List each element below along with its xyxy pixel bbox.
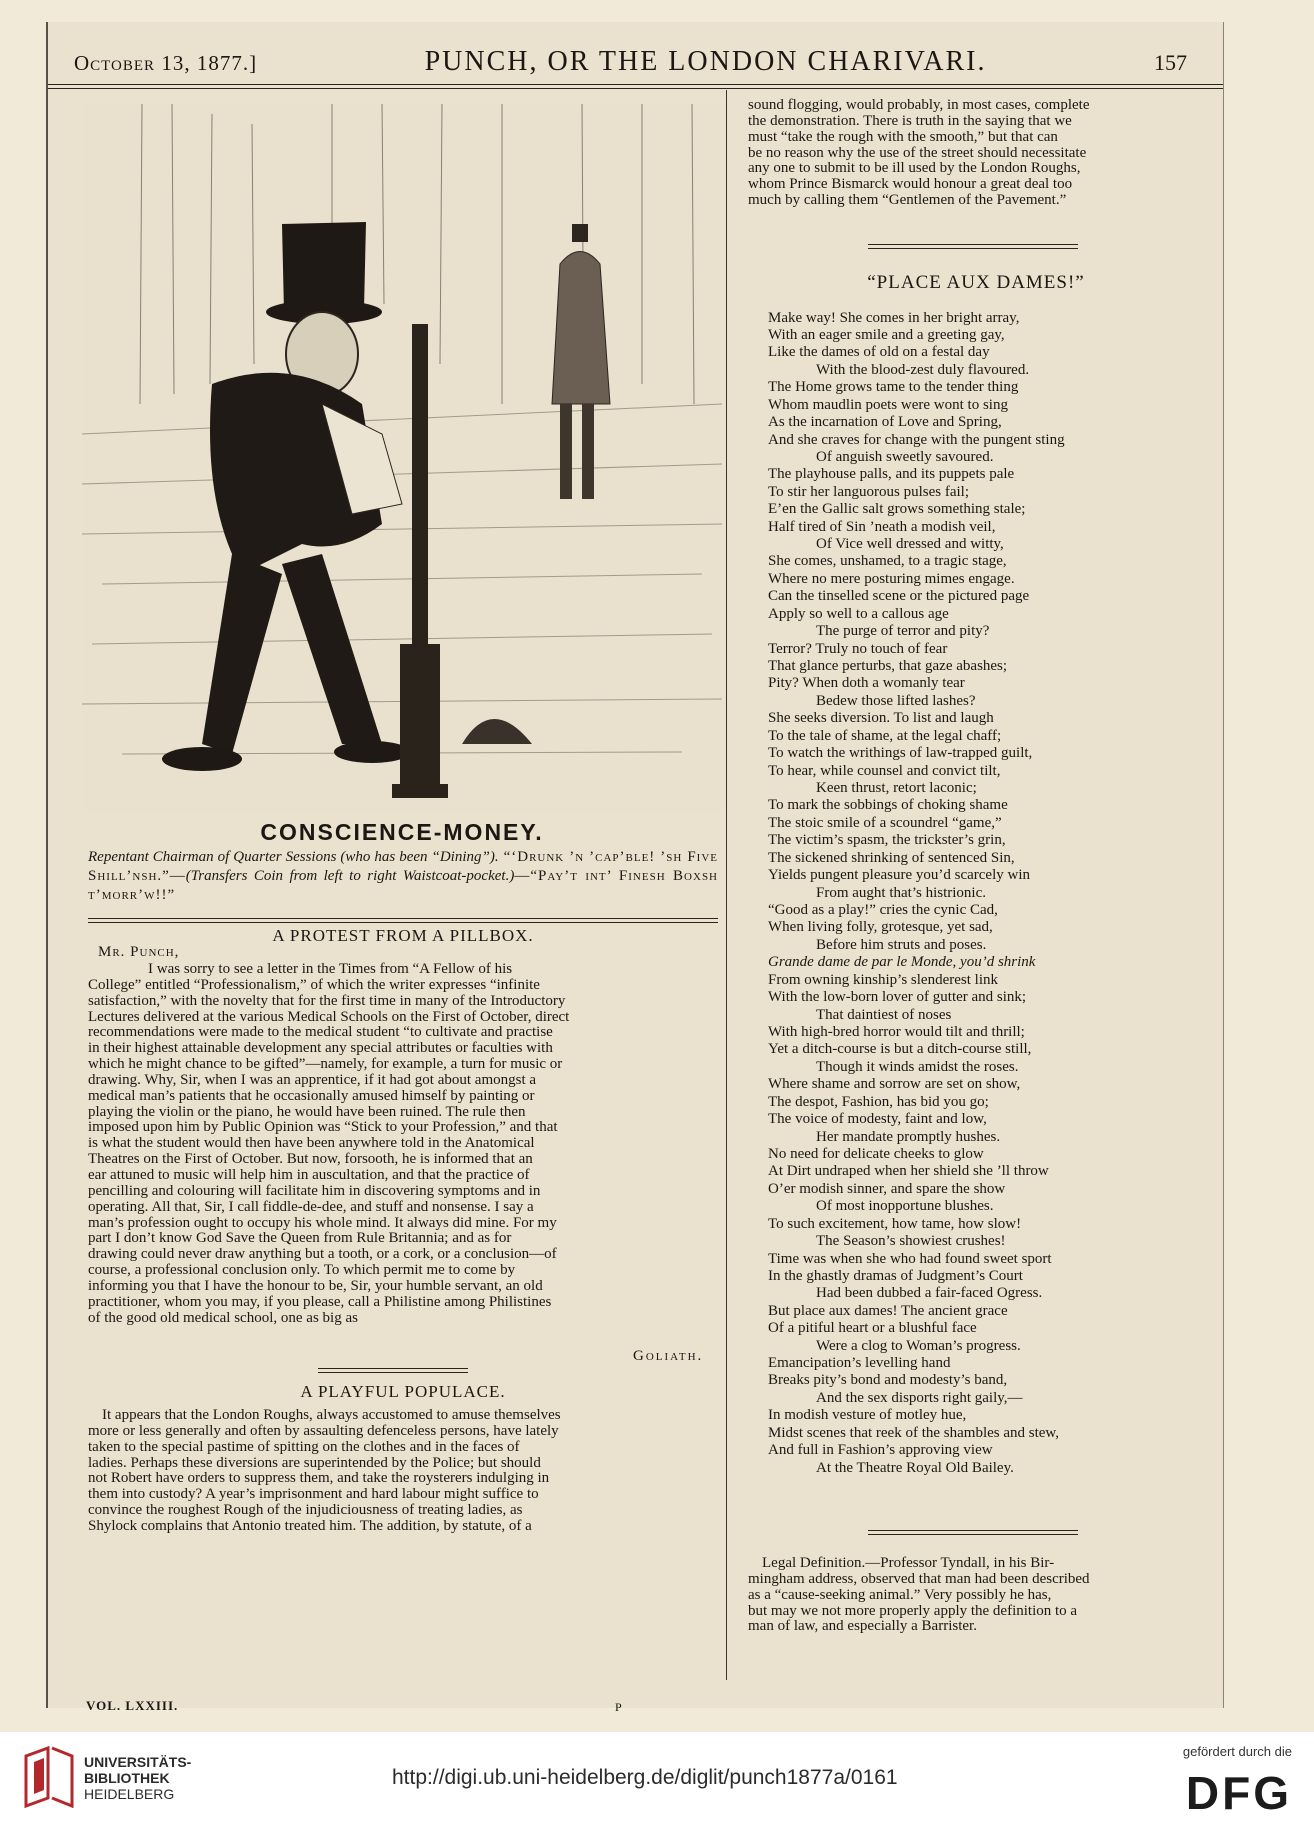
column-rule xyxy=(726,90,727,1680)
poem-line: Whom maudlin poets were wont to sing xyxy=(768,397,1008,413)
poem-line: E’en the Gallic salt grows something stale; xyxy=(768,501,1026,517)
text-line: in their highest attainable development any special attributes or faculties with xyxy=(88,1040,553,1057)
populace-body xyxy=(88,1408,718,1535)
poem-line: Midst scenes that reek of the shambles and stew, xyxy=(768,1425,1060,1441)
text-line: Shylock complains that Antonio treated him. The addition, by statute, of a xyxy=(88,1517,532,1534)
protest-salutation: Mr. Punch, xyxy=(98,944,180,960)
poem-line: Keen thrust, retort laconic; xyxy=(816,780,977,796)
text-line: mingham address, observed that man had been described xyxy=(748,1570,1090,1587)
poem-line: The voice of modesty, faint and low, xyxy=(768,1111,987,1127)
poem-line: Apply so well to a callous age xyxy=(768,606,949,622)
poem-line: Terror? Truly no touch of fear xyxy=(768,641,948,657)
text-line: I was sorry to see a letter in the Times from “A Fellow of his xyxy=(148,961,513,977)
poem-line: To watch the writhings of law-trapped guilt, xyxy=(768,745,1033,761)
poem-line: Before him struts and poses. xyxy=(816,937,987,953)
poem-line: No need for delicate cheeks to glow xyxy=(768,1146,984,1162)
text-line: any one to submit to be ill used by the London Roughs, xyxy=(748,160,1081,177)
poem-line: The victim’s spasm, the trickster’s grin, xyxy=(768,832,1006,848)
header-date: October 13, 1877.] xyxy=(74,51,258,75)
text-line: must “take the rough with the smooth,” but that can xyxy=(748,128,1058,145)
text-line: the demonstration. There is truth in the saying that we xyxy=(748,112,1072,129)
poem-line: And full in Fashion’s approving view xyxy=(768,1442,993,1458)
text-line: satisfaction,” with the novelty that for the first time in many of the Introductory xyxy=(88,992,566,1009)
text-line: convince the roughest Rough of the injudiciousness of treating ladies, as xyxy=(88,1502,523,1519)
poem-line: Of Vice well dressed and witty, xyxy=(816,536,1004,552)
header-rule-second xyxy=(48,88,1223,89)
poem-line: The Home grows tame to the tender thing xyxy=(768,379,1019,395)
poem-line: With the low-born lover of gutter and sink; xyxy=(768,989,1027,1005)
poem-line: Breaks pity’s bond and modesty’s band, xyxy=(768,1372,1008,1388)
poem-line: Were a clog to Woman’s progress. xyxy=(816,1338,1021,1354)
signature-mark: P xyxy=(615,1700,622,1714)
text-line: course, a professional conclusion only. To which permit me to come by xyxy=(88,1262,516,1279)
cartoon-caption xyxy=(88,848,718,905)
poem-line: The playhouse palls, and its puppets pale xyxy=(768,466,1015,482)
text-line: informing you that I have the honour to be, Sir, your humble servant, an old xyxy=(88,1277,543,1294)
poem-line: To stir her languorous pulses fail; xyxy=(768,484,969,500)
text-line: as a “cause-seeking animal.” Very possibly he has, xyxy=(748,1586,1052,1603)
poem-line: At Dirt undraped when her shield she ’ll throw xyxy=(768,1163,1049,1179)
poem-line: Though it winds amidst the roses. xyxy=(816,1059,1019,1075)
poem-line: And she craves for change with the pungent sting xyxy=(768,432,1065,448)
text-line: pencilling and colouring will facilitate him in discovering symptoms and in xyxy=(88,1182,541,1199)
legal-definition xyxy=(748,1556,1204,1635)
text-line: recommendations were made to the medical student “to cultivate and practise xyxy=(88,1024,553,1041)
poem-line: With high-bred horror would tilt and thrill; xyxy=(768,1024,1025,1040)
poem-line: Of a pitiful heart or a blushful face xyxy=(768,1320,977,1336)
poem-line: She seeks diversion. To list and laugh xyxy=(768,710,994,726)
poem-line: The purge of terror and pity? xyxy=(816,623,990,639)
poem-line: Make way! She comes in her bright array, xyxy=(768,310,1020,326)
text-line: sound flogging, would probably, in most cases, complete xyxy=(748,97,1090,113)
poem-line: That daintiest of noses xyxy=(816,1007,952,1023)
poem-line: She comes, unshamed, to a tragic stage, xyxy=(768,553,1007,569)
text-line: much by calling them “Gentlemen of the Pavement.” xyxy=(748,192,1067,209)
poem-line: Yet a ditch-course is but a ditch-course still, xyxy=(768,1041,1032,1057)
cartoon-caption-speech-2: —“Pay’t int’ Finesh Boxsh t’morr’w!!” xyxy=(88,868,719,903)
populace-continuation xyxy=(748,98,1204,209)
attribution-bar xyxy=(0,1732,1314,1823)
section-divider-right xyxy=(868,244,1078,249)
poem-line: The Season’s showiest crushes! xyxy=(816,1233,1006,1249)
poem-line: The sickened shrinking of sentenced Sin, xyxy=(768,850,1015,866)
university-library-logo-icon[interactable] xyxy=(22,1746,76,1808)
poem-line: That glance perturbs, that gaze abashes; xyxy=(768,658,1008,674)
text-line: operating. All that, Sir, I call fiddle-de-dee, and stuff and nonsense. I say a xyxy=(88,1198,534,1215)
section-divider-short xyxy=(318,1368,468,1373)
text-line: be no reason why the use of the street should necessitate xyxy=(748,144,1087,161)
poem-line: Half tired of Sin ’neath a modish veil, xyxy=(768,519,996,535)
poem-line: Had been dubbed a fair-faced Ogress. xyxy=(816,1285,1043,1301)
text-line: Theatres on the First of October. But now, forsooth, he is informed that an xyxy=(88,1151,533,1168)
poem-line: Where shame and sorrow are set on show, xyxy=(768,1076,1021,1092)
poem-line: Bedew those lifted lashes? xyxy=(816,693,976,709)
header-rule xyxy=(48,84,1223,85)
dfg-logo[interactable]: DFG xyxy=(1185,1767,1292,1819)
poem-line: In modish vesture of motley hue, xyxy=(768,1407,967,1423)
cartoon-caption-speech: “‘Drunk ’n ’cap’ble! ’sh Five Shill’nsh.”— xyxy=(88,849,718,884)
text-line: It appears that the London Roughs, always accustomed to amuse themselves xyxy=(102,1407,561,1423)
poem-line xyxy=(768,954,1035,970)
text-line: of the good old medical school, one as big as xyxy=(88,1309,358,1326)
poem-line: With the blood-zest duly flavoured. xyxy=(816,362,1030,378)
protest-signature: Goliath. xyxy=(633,1348,704,1364)
text-line: man’s profession ought to occupy his whole mind. It always did mine. For my xyxy=(88,1214,557,1231)
source-url-link[interactable]: http://digi.ub.uni-heidelberg.de/diglit/punch1877a/0161 xyxy=(392,1766,898,1789)
section-divider xyxy=(88,918,718,923)
text-line: ear attuned to music will help him in auscultation, and that the practice of xyxy=(88,1166,530,1183)
poem-line: O’er modish sinner, and spare the show xyxy=(768,1181,1006,1197)
poem-line: The stoic smile of a scoundrel “game,” xyxy=(768,815,1002,831)
funded-by-label: gefördert durch die xyxy=(1182,1744,1292,1759)
populace-title: A PLAYFUL POPULACE. xyxy=(300,1382,506,1401)
text-line: is what the student would then have been anywhere told in the Anatomical xyxy=(88,1135,535,1152)
protest-title: A PROTEST FROM A PILLBOX. xyxy=(272,926,534,945)
poem-line: The despot, Fashion, has bid you go; xyxy=(768,1094,989,1110)
cartoon-caption-speaker: Repentant Chairman of Quarter Sessions (who has been “Dining”). xyxy=(88,849,499,865)
cartoon-illustration xyxy=(82,104,722,810)
poem-line: Pity? When doth a womanly tear xyxy=(768,675,965,691)
poem-line: Of most inopportune blushes. xyxy=(816,1198,994,1214)
text-line: part I don’t know God Save the Queen from Rule Britannia; and as for xyxy=(88,1230,512,1247)
protest-body xyxy=(88,962,718,1326)
header-title: PUNCH, OR THE LONDON CHARIVARI. xyxy=(424,46,987,77)
poem-line: To hear, while counsel and convict tilt, xyxy=(768,763,1001,779)
cartoon-title: CONSCIENCE-MONEY. xyxy=(260,819,544,845)
poem-line: Her mandate promptly hushes. xyxy=(816,1129,1001,1145)
text-line: practitioner, whom you may, if you please, call a Philistine among Philistines xyxy=(88,1293,552,1310)
running-head xyxy=(74,46,1187,78)
text-line: but may we not more properly apply the definition to a xyxy=(748,1602,1078,1619)
poem-line: To mark the sobbings of choking shame xyxy=(768,797,1008,813)
logo-text-line: UNIVERSITÄTS- xyxy=(84,1754,192,1770)
poem-line: Like the dames of old on a festal day xyxy=(768,344,990,360)
poem-line: To such excitement, how tame, how slow! xyxy=(768,1216,1022,1232)
poem-line: From owning kinship’s slenderest link xyxy=(768,972,998,988)
poem-line: Time was when she who had found sweet sport xyxy=(768,1251,1052,1267)
text-line: medical man’s patients that he occasionally amused himself by painting or xyxy=(88,1087,535,1104)
poem-line: When living folly, grotesque, yet sad, xyxy=(768,919,993,935)
poem-line: To the tale of shame, at the legal chaff; xyxy=(768,728,1002,744)
poem-line: From aught that’s histrionic. xyxy=(816,885,986,901)
volume-footer: VOL. LXXIII. xyxy=(86,1698,179,1713)
logo-text-line: HEIDELBERG xyxy=(84,1786,175,1802)
text-line: Legal Definition.—Professor Tyndall, in his Bir- xyxy=(762,1555,1055,1571)
text-line: College” entitled “Professionalism,” of which the writer expresses “infinite xyxy=(88,976,540,993)
poem-line: At the Theatre Royal Old Bailey. xyxy=(816,1460,1014,1476)
university-library-logo-text xyxy=(84,1754,191,1802)
text-line: man of law, and especially a Barrister. xyxy=(748,1618,977,1635)
text-line: more or less generally and often by assaulting defenceless persons, have lately xyxy=(88,1422,559,1439)
poem-line: With an eager smile and a greeting gay, xyxy=(768,327,1005,343)
text-line: ladies. Perhaps these diversions are superintended by the Police; but should xyxy=(88,1454,541,1471)
text-line: playing the violin or the piano, he would have been ruined. The rule then xyxy=(88,1103,526,1120)
text-line: imposed upon him by Public Opinion was “Stick to your Profession,” and that xyxy=(88,1119,558,1136)
cartoon-caption-action: (Transfers Coin from left to right Waistcoat-pocket.) xyxy=(185,868,515,884)
header-page-number: 157 xyxy=(1153,50,1187,75)
text-line: drawing. Why, Sir, when I was an apprentice, if it had got about amongst a xyxy=(88,1071,537,1088)
poem-line: Of anguish sweetly savoured. xyxy=(816,449,994,465)
text-line: not Robert have orders to suppress them, and take the roysterers indulging in xyxy=(88,1470,550,1487)
poem-line-italic: Grande dame de par le Monde, you’d shrink xyxy=(768,954,1036,970)
poem-line: Where no mere posturing mimes engage. xyxy=(768,571,1015,587)
logo-text-line: BIBLIOTHEK xyxy=(84,1770,170,1786)
text-line: taken to the special pastime of spitting on the clothes and in the faces of xyxy=(88,1438,520,1455)
text-line: whom Prince Bismarck would honour a great deal too xyxy=(748,176,1073,193)
text-line: which he might chance to be gifted”—namely, for example, a turn for music or xyxy=(88,1056,563,1073)
poem-line: “Good as a play!” cries the cynic Cad, xyxy=(768,902,998,918)
poem-line: As the incarnation of Love and Spring, xyxy=(768,414,1002,430)
text-line: them into custody? A year’s imprisonment and hard labour might suffice to xyxy=(88,1486,539,1503)
poem-line: And the sex disports right gaily,— xyxy=(816,1390,1023,1406)
poem-line: But place aux dames! The ancient grace xyxy=(768,1303,1008,1319)
poem-line: Emancipation’s levelling hand xyxy=(768,1355,951,1371)
poem-line: Can the tinselled scene or the pictured page xyxy=(768,588,1030,604)
poem-line: In the ghastly dramas of Judgment’s Court xyxy=(768,1268,1023,1284)
text-line: Lectures delivered at the various Medical Schools on the First of October, direct xyxy=(88,1008,570,1025)
poem-line: Yields pungent pleasure you’d scarcely win xyxy=(768,867,1031,883)
section-divider-right-2 xyxy=(868,1530,1078,1535)
text-line: drawing could never draw anything but a tooth, or a cork, or a conclusion—of xyxy=(88,1246,557,1263)
newspaper-page xyxy=(46,22,1224,1708)
poem-title: “PLACE AUX DAMES!” xyxy=(867,272,1085,293)
